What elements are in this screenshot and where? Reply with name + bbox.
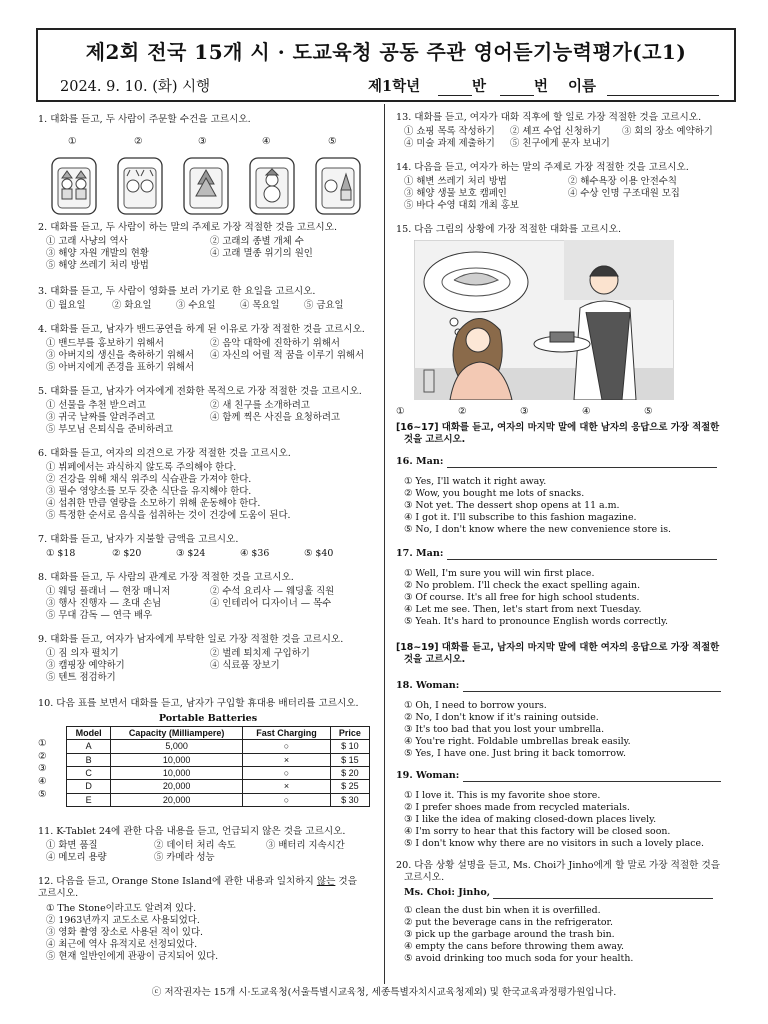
option-4[interactable]: ④ I'm sorry to hear that this factory will be closed soon. [404,826,671,838]
option-3[interactable]: ③ 영화 촬영 장소로 사용된 적이 있다. [46,926,204,938]
price-cell: $ 25 [330,780,369,793]
option-1[interactable]: ① $18 [46,548,76,560]
question-3 [38,286,378,312]
choice-1[interactable]: ① [396,406,405,417]
row-mark-1[interactable]: ① [38,737,47,749]
question-15-stem: 15. 다음 그림의 상황에 가장 적절한 대화를 고르시오. [396,224,622,235]
answer-blank [447,457,717,468]
option-5[interactable]: ⑤ 금요일 [304,300,344,312]
number-blank [500,81,534,96]
number-label: 번 [534,78,549,95]
option-2[interactable]: ② I prefer shoes made from recycled materials. [404,802,630,814]
table-row [67,793,370,806]
question-4 [38,324,378,376]
table-row [67,780,370,793]
question-1-stem: 1. 대화를 듣고, 두 사람이 주문할 수건을 고르시오. [38,114,251,125]
option-5[interactable]: ⑤ I don't know why there are no visitors in such a lovely place. [404,838,705,850]
option-5[interactable]: ⑤ avoid drinking too much soda for your health. [404,953,634,965]
fast-charging-cell: ○ [243,793,331,806]
choice-5[interactable]: ⑤ [644,406,653,417]
option-1[interactable]: ① Yes, I'll watch it right away. [404,476,547,488]
question-17-label [396,548,736,560]
towel-choices [38,126,378,206]
option-2[interactable]: ② Wow, you bought me lots of snacks. [404,488,585,500]
option-3[interactable]: ③ 행사 진행자 — 초대 손님 [46,598,162,610]
speaker-label: 18. Woman: [396,680,460,691]
question-10 [38,698,378,822]
question-8 [38,572,378,624]
towel-2-image [118,158,162,214]
question-5 [38,386,378,438]
price-cell: $ 10 [330,740,369,753]
speaker-label: 17. Man: [396,548,444,559]
question-6 [38,448,378,524]
exam-header [36,28,736,102]
option-1[interactable]: ① 쇼핑 목록 작성하기 [404,126,495,138]
stem-part-b: 것을 [335,876,357,887]
towel-3-image [184,158,228,214]
option-5[interactable]: ⑤ 텐트 점검하기 [46,672,116,684]
option-1[interactable]: ① 선물을 추천 받으려고 [46,400,146,412]
option-4[interactable]: ④ 수상 인명 구조대원 모집 [568,188,680,200]
question-20-stem: 20. 다음 상황 설명을 듣고, Ms. Choi가 Jinho에게 할 말로 가장 적절한 것을 [396,860,720,871]
question-13 [396,112,736,152]
option-3[interactable]: ③ 수요일 [176,300,216,312]
option-2[interactable]: ② 고래의 종별 개체 수 [210,236,304,248]
grade-label: 제1학년 [368,78,421,95]
towel-images [50,156,380,218]
option-5[interactable]: ⑤ 무대 감독 — 연극 배우 [46,610,153,622]
section-16-17 [396,422,736,447]
option-3[interactable]: ③ 해양 생물 보호 캠페인 [404,188,507,200]
number-field [500,75,548,96]
column-header: Fast Charging [243,726,331,739]
question-5-stem: 5. 대화를 듣고, 남자가 여자에게 전화한 목적으로 가장 적절한 것을 고르시오. [38,386,362,397]
option-3[interactable]: ③ $24 [176,548,206,560]
option-4[interactable]: ④ $36 [240,548,270,560]
option-5[interactable]: ⑤ 부모님 은퇴식을 준비하려고 [46,424,173,436]
capacity-cell: 10,000 [111,753,243,766]
choice-4[interactable]: ④ [262,136,271,148]
choice-4[interactable]: ④ [582,406,591,417]
towel-5-image [316,158,360,214]
option-1[interactable]: ① The Stone이라고도 알려져 있다. [46,902,197,914]
question-16 [396,456,736,538]
row-mark-5[interactable]: ⑤ [38,789,47,800]
section-instruction-line2: 것을 고르시오. [404,434,466,446]
option-2[interactable]: ② 새 친구를 소개하려고 [210,400,310,412]
name-field [568,75,719,96]
option-1[interactable]: ① clean the dust bin when it is overfilled. [404,905,601,917]
option-5[interactable]: ⑤ 친구에게 문자 보내기 [510,138,610,150]
price-cell: $ 30 [330,793,369,806]
name-label: 이름 [568,78,597,95]
option-3[interactable]: ③ 필수 영양소를 모두 갖춘 식단을 유지해야 한다. [46,486,252,498]
option-5[interactable]: ⑤ $40 [304,548,334,560]
option-4[interactable]: ④ 고래 멸종 위기의 원인 [210,248,313,260]
capacity-cell: 20,000 [111,780,243,793]
cooking-scene-illustration [414,240,674,400]
fast-charging-cell: ○ [243,740,331,753]
column-header: Capacity (Milliampere) [111,726,243,739]
option-1[interactable]: ① 화면 품질 [46,840,98,852]
option-1[interactable]: ① 짐 의자 펼치기 [46,648,119,660]
option-4[interactable]: ④ You're right. Foldable umbrellas break easily. [404,736,631,748]
section-instruction-line1: [16~17] 대화를 듣고, 여자의 마지막 말에 대한 남자의 응답으로 가장 적절한 [396,422,720,433]
question-7-stem: 7. 대화를 듣고, 남자가 지불할 금액을 고르시오. [38,534,239,545]
row-mark-3[interactable]: ③ [38,763,47,775]
question-16-label [396,456,736,468]
option-3[interactable]: ③ 귀국 날짜를 알려주려고 [46,412,155,424]
answer-blank [493,888,713,899]
option-2[interactable]: ② 데이터 처리 속도 [154,840,236,852]
option-4[interactable]: ④ I got it. I'll subscribe to this fashion magazine. [404,512,637,524]
stem-underlined: 않는 [316,876,336,887]
answer-blank [447,549,717,560]
class-field [438,75,486,96]
row-mark-2[interactable]: ② [38,750,47,762]
question-20 [396,860,736,967]
option-2[interactable]: ② 해수욕장 이용 안전수칙 [568,176,677,188]
option-2[interactable]: ② 1963년까지 교도소로 사용되었다. [46,914,200,926]
option-5[interactable]: ⑤ 바다 수영 대회 개최 홍보 [404,200,519,212]
option-1[interactable]: ① 월요일 [46,300,86,312]
towel-1-image [52,158,96,214]
option-4[interactable]: ④ 목요일 [240,300,280,312]
option-1[interactable]: ① 밴드부를 홍보하기 위해서 [46,338,164,350]
option-4[interactable]: ④ 식료품 장보기 [210,660,280,672]
option-4[interactable]: ④ 섭취한 만큼 열량을 소모하기 위해 운동해야 한다. [46,498,261,510]
row-marks [38,738,54,802]
option-3[interactable]: ③ It's too bad that you lost your umbrella. [404,724,605,736]
question-7 [38,534,378,560]
table-row [67,740,370,753]
option-5[interactable]: ⑤ 카메라 성능 [154,852,215,864]
choice-3[interactable]: ③ [520,406,529,417]
question-12-stem-line2: 고르시오. [38,888,79,900]
option-4[interactable]: ④ Let me see. Then, let's start from next Tuesday. [404,604,642,616]
question-17 [396,548,736,630]
option-3[interactable]: ③ Not yet. The dessert shop opens at 11 a.m. [404,500,620,512]
option-5[interactable]: ⑤ 아버지에게 존경을 표하기 위해서 [46,362,195,374]
fast-charging-cell: × [243,753,331,766]
answer-blank [463,681,721,692]
column-header: Price [330,726,369,739]
option-3[interactable]: ③ 캠핑장 예약하기 [46,660,125,672]
option-2[interactable]: ② No, I don't know if it's raining outside. [404,712,599,724]
option-2[interactable]: ② $20 [112,548,142,560]
model-cell: E [67,793,111,806]
option-4[interactable]: ④ 함께 찍은 사진을 요청하려고 [210,412,340,424]
question-3-stem: 3. 대화를 듣고, 두 사람이 영화를 보러 가기로 한 요일을 고르시오. [38,286,316,297]
question-1 [38,114,378,206]
question-10-stem: 10. 다음 표를 보면서 대화를 듣고, 남자가 구입할 휴대용 배터리를 고르시오. [38,698,359,709]
choice-3[interactable]: ③ [198,136,207,148]
option-2[interactable]: ② No problem. I'll check the exact spelling again. [404,580,641,592]
option-2[interactable]: ② 수석 요리사 — 웨딩홀 직원 [210,586,335,598]
option-5[interactable]: ⑤ 특정한 순서로 음식을 섭취하는 것이 건강에 도움이 된다. [46,510,291,522]
option-1[interactable]: ① 웨딩 플래너 — 현장 매니저 [46,586,171,598]
option-3[interactable]: ③ pick up the garbage around the trash bin. [404,929,615,941]
option-2[interactable]: ② 셰프 수업 신청하기 [510,126,601,138]
option-2[interactable]: ② 음악 대학에 진학하기 위해서 [210,338,340,350]
column-header: Model [67,726,111,739]
question-15 [396,224,736,417]
question-20-label [396,887,736,899]
option-4[interactable]: ④ 최근에 역사 유적지로 선정되었다. [46,938,198,950]
question-12-stem [38,876,378,888]
option-2[interactable]: ② 벌레 퇴치제 구입하기 [210,648,310,660]
class-label: 반 [472,78,487,95]
question-2-stem: 2. 대화를 듣고, 두 사람이 하는 말의 주제로 가장 적절한 것을 고르시오. [38,222,338,233]
option-3[interactable]: ③ 배터리 지속시간 [266,840,345,852]
option-1[interactable]: ① 해변 쓰레기 처리 방법 [404,176,507,188]
option-4[interactable]: ④ 인테리어 디자이너 — 목수 [210,598,332,610]
answer-blank [463,771,721,782]
question-2 [38,222,378,274]
fast-charging-cell: ○ [243,767,331,780]
option-3[interactable]: ③ 해양 자원 개발의 현황 [46,248,149,260]
option-1[interactable]: ① 뷔페에서는 과식하지 않도록 주의해야 한다. [46,462,237,474]
question-8-stem: 8. 대화를 듣고, 두 사람의 관계로 가장 적절한 것을 고르시오. [38,572,294,583]
question-14-stem: 14. 다음을 듣고, 여자가 하는 말의 주제로 가장 적절한 것을 고르시오. [396,162,689,173]
model-cell: D [67,780,111,793]
battery-table-wrap [38,726,378,822]
speaker-label: 16. Man: [396,456,444,467]
exam-date: 2024. 9. 10. (화) 시행 [60,79,211,95]
table-row [67,767,370,780]
option-5[interactable]: ⑤ No, I don't know where the new convenience store is. [404,524,671,536]
choice-5[interactable]: ⑤ [328,136,337,148]
capacity-cell: 10,000 [111,767,243,780]
exam-title: 제2회 전국 15개 시 · 도교육청 공동 주관 영어듣기능력평가(고1) [85,40,687,64]
capacity-cell: 5,000 [111,740,243,753]
table-title: Portable Batteries [158,713,258,725]
option-2[interactable]: ② 화요일 [112,300,152,312]
section-instruction-line1: [18~19] 대화를 듣고, 남자의 마지막 말에 대한 여자의 응답으로 가장 적절한 [396,642,720,653]
question-11-stem: 11. K-Tablet 24에 관한 다음 내용을 듣고, 언급되지 않은 것을 고르시오. [38,826,346,837]
question-9 [38,634,378,686]
option-5[interactable]: ⑤ 해양 쓰레기 처리 방법 [46,260,149,272]
option-5[interactable]: ⑤ Yeah. It's hard to pronounce English words correctly. [404,616,668,628]
question-14 [396,162,736,214]
table-row [67,753,370,766]
question-18-label [396,680,736,692]
class-blank [438,81,472,96]
model-cell: A [67,740,111,753]
option-1[interactable]: ① I love it. This is my favorite shoe store. [404,790,601,802]
section-instruction-line2: 것을 고르시오. [404,654,466,666]
row-mark-4[interactable]: ④ [38,776,47,788]
option-5[interactable]: ⑤ Yes, I have one. Just bring it back tomorrow. [404,748,626,760]
question-4-stem: 4. 대화를 듣고, 남자가 밴드공연을 하게 된 이유로 가장 적절한 것을 고르시오. [38,324,365,335]
question-13-stem: 13. 대화를 듣고, 여자가 대화 직후에 할 일로 가장 적절한 것을 고르시오. [396,112,702,123]
speaker-label: Ms. Choi: Jinho, [404,886,491,898]
question-18 [396,680,736,762]
question-20-stem-line2: 고르시오. [404,872,445,884]
option-4[interactable]: ④ 메모리 용량 [46,852,107,864]
question-12 [38,876,378,965]
model-cell: C [67,767,111,780]
copyright-footer: ⓒ 저작권자는 15개 시·도교육청(서울특별시교육청, 세종특별자치시교육청제외) 및 한국교육과정평가원입니다. [151,987,617,998]
choice-1[interactable]: ① [68,136,77,148]
option-4[interactable]: ④ empty the cans before throwing them away. [404,941,624,953]
option-3[interactable]: ③ Of course. It's all free for high school students. [404,592,640,604]
question-19-label [396,770,736,782]
option-1[interactable]: ① Oh, I need to borrow yours. [404,700,547,712]
battery-table [66,726,370,807]
question-9-stem: 9. 대화를 듣고, 여자가 남자에게 부탁한 일로 가장 적절한 것을 고르시오. [38,634,344,645]
stem-part-a: 12. 다음을 듣고, Orange Stone Island에 관한 내용과 일치하지 [38,876,317,887]
option-5[interactable]: ⑤ 현재 일반인에게 관광이 금지되어 있다. [46,950,219,962]
option-1[interactable]: ① 고래 사냥의 역사 [46,236,128,248]
fast-charging-cell: × [243,780,331,793]
capacity-cell: 20,000 [111,793,243,806]
choice-2[interactable]: ② [134,136,143,148]
price-cell: $ 20 [330,767,369,780]
option-2[interactable]: ② 건강을 위해 채식 위주의 식습관을 가져야 한다. [46,474,252,486]
section-18-19 [396,642,736,667]
option-1[interactable]: ① Well, I'm sure you will win first place. [404,568,595,580]
table-header-row [67,726,370,739]
option-2[interactable]: ② put the beverage cans in the refrigerator. [404,917,613,929]
picture-choices [396,406,696,420]
name-blank [607,81,719,96]
model-cell: B [67,753,111,766]
option-3[interactable]: ③ 아버지의 생신을 축하하기 위해서 [46,350,195,362]
column-divider [384,104,385,984]
option-4[interactable]: ④ 미술 과제 제출하기 [404,138,495,150]
option-3[interactable]: ③ I like the idea of making closed-down places lively. [404,814,657,826]
price-cell: $ 15 [330,753,369,766]
choice-2[interactable]: ② [458,406,467,417]
question-11 [38,826,378,866]
question-6-stem: 6. 대화를 듣고, 여자의 의견으로 가장 적절한 것을 고르시오. [38,448,291,459]
speaker-label: 19. Woman: [396,770,460,781]
towel-4-image [250,158,294,214]
option-3[interactable]: ③ 회의 장소 예약하기 [622,126,713,138]
question-19 [396,770,736,852]
option-4[interactable]: ④ 자신의 어릴 적 꿈을 이루기 위해서 [210,350,365,362]
